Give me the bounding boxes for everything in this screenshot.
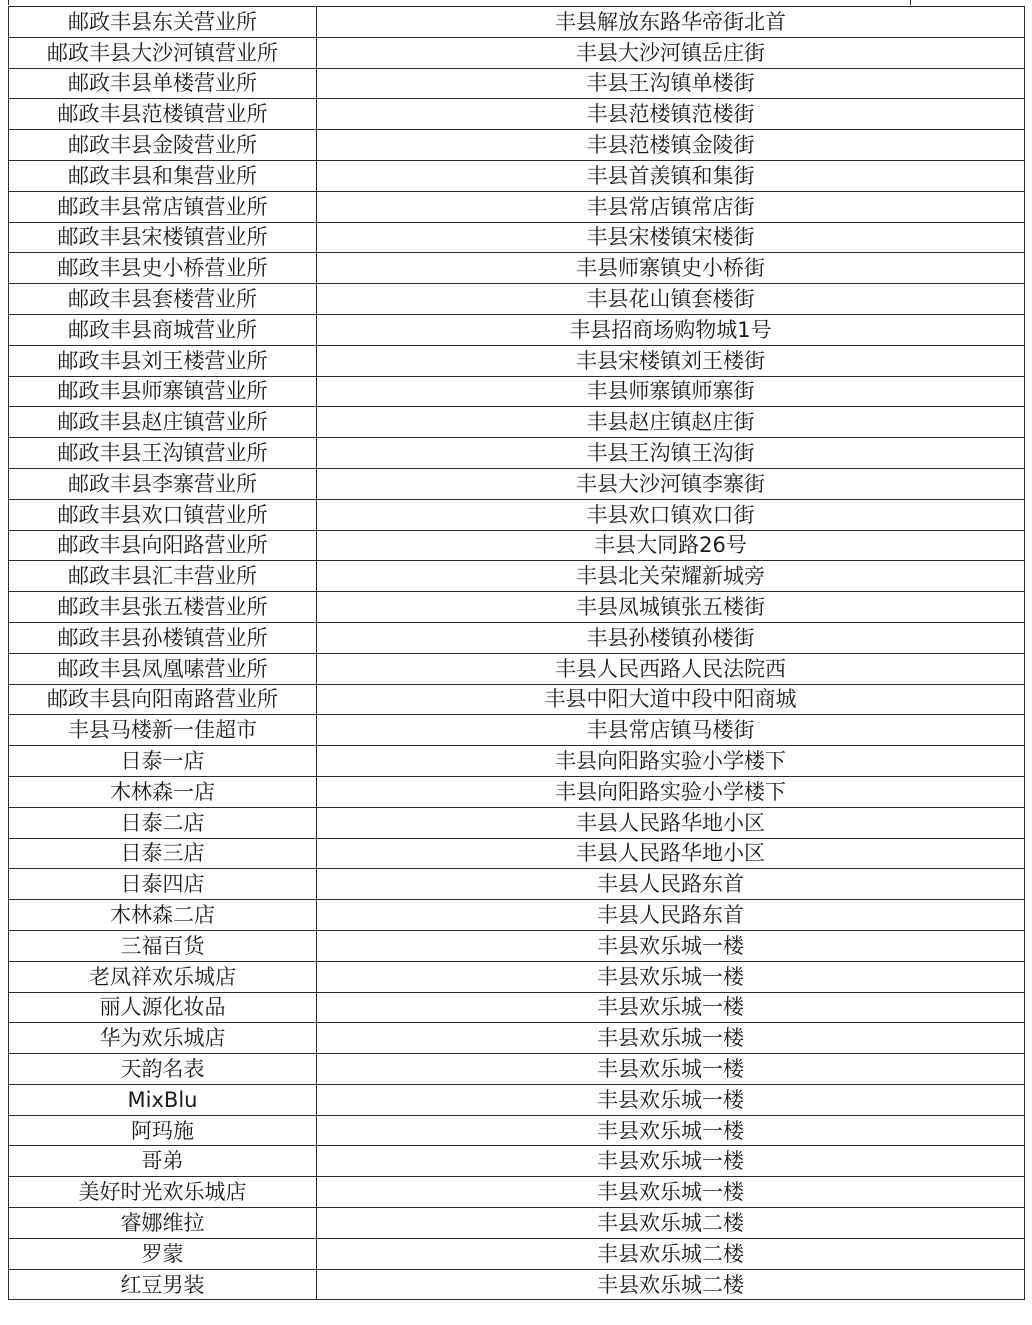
store-name-cell: 日泰四店 <box>9 869 317 900</box>
store-name-cell: 罗蒙 <box>9 1238 317 1269</box>
store-address-cell: 丰县欢乐城一楼 <box>317 930 1025 961</box>
store-name-cell: 邮政丰县汇丰营业所 <box>9 561 317 592</box>
store-name-cell: 邮政丰县张五楼营业所 <box>9 592 317 623</box>
store-address-cell: 丰县大同路26号 <box>317 530 1025 561</box>
table-row <box>9 838 1025 869</box>
store-name-cell: 阿玛施 <box>9 1115 317 1146</box>
store-name-cell: 老凤祥欢乐城店 <box>9 961 317 992</box>
store-name-cell: 天韵名表 <box>9 1054 317 1085</box>
store-address-cell: 丰县王沟镇单楼街 <box>317 68 1025 99</box>
store-address-cell: 丰县北关荣耀新城旁 <box>317 561 1025 592</box>
store-address-cell: 丰县欢乐城一楼 <box>317 992 1025 1023</box>
table-row <box>9 130 1025 161</box>
store-name-cell: 邮政丰县单楼营业所 <box>9 68 317 99</box>
store-name-cell: 邮政丰县史小桥营业所 <box>9 253 317 284</box>
store-address-cell: 丰县向阳路实验小学楼下 <box>317 746 1025 777</box>
store-name-cell: 邮政丰县向阳路营业所 <box>9 530 317 561</box>
table-row <box>9 37 1025 68</box>
store-address-cell: 丰县欢乐城一楼 <box>317 1084 1025 1115</box>
store-name-cell: 红豆男装 <box>9 1269 317 1300</box>
store-address-cell: 丰县解放东路华帝街北首 <box>317 7 1025 38</box>
store-name-cell: 邮政丰县孙楼镇营业所 <box>9 622 317 653</box>
store-address-cell: 丰县欢乐城一楼 <box>317 1177 1025 1208</box>
store-address-cell: 丰县欢口镇欢口街 <box>317 499 1025 530</box>
table-row <box>9 7 1025 38</box>
store-name-cell: 邮政丰县凤凰嗉营业所 <box>9 653 317 684</box>
store-address-cell: 丰县欢乐城二楼 <box>317 1269 1025 1300</box>
table-row <box>9 1023 1025 1054</box>
store-name-cell: 邮政丰县宋楼镇营业所 <box>9 222 317 253</box>
store-name-cell: 邮政丰县常店镇营业所 <box>9 191 317 222</box>
table-row <box>9 1054 1025 1085</box>
store-name-cell: 邮政丰县商城营业所 <box>9 314 317 345</box>
store-address-cell: 丰县欢乐城一楼 <box>317 1023 1025 1054</box>
table-row <box>9 930 1025 961</box>
table-row <box>9 653 1025 684</box>
store-address-cell: 丰县人民路东首 <box>317 900 1025 931</box>
table-row <box>9 1115 1025 1146</box>
store-name-cell: 日泰一店 <box>9 746 317 777</box>
store-name-cell: 日泰二店 <box>9 807 317 838</box>
store-name-cell: 邮政丰县金陵营业所 <box>9 130 317 161</box>
table-row <box>9 961 1025 992</box>
store-name-cell: 邮政丰县李寨营业所 <box>9 468 317 499</box>
store-address-cell: 丰县欢乐城二楼 <box>317 1238 1025 1269</box>
table-row <box>9 499 1025 530</box>
store-name-cell: 华为欢乐城店 <box>9 1023 317 1054</box>
store-address-cell: 丰县常店镇马楼街 <box>317 715 1025 746</box>
table-row <box>9 345 1025 376</box>
store-name-cell: 三福百货 <box>9 930 317 961</box>
store-name-cell: 邮政丰县刘王楼营业所 <box>9 345 317 376</box>
store-address-cell: 丰县中阳大道中段中阳商城 <box>317 684 1025 715</box>
store-name-cell: 邮政丰县欢口镇营业所 <box>9 499 317 530</box>
table-row <box>9 407 1025 438</box>
store-address-cell: 丰县师寨镇师寨街 <box>317 376 1025 407</box>
table-row <box>9 1238 1025 1269</box>
store-address-cell: 丰县招商场购物城1号 <box>317 314 1025 345</box>
store-address-cell: 丰县欢乐城一楼 <box>317 961 1025 992</box>
store-name-cell: MixBlu <box>9 1084 317 1115</box>
store-name-cell: 邮政丰县和集营业所 <box>9 160 317 191</box>
table-row <box>9 68 1025 99</box>
store-address-cell: 丰县人民路华地小区 <box>317 807 1025 838</box>
table-row <box>9 715 1025 746</box>
table-row <box>9 438 1025 469</box>
store-name-cell: 木林森二店 <box>9 900 317 931</box>
store-address-table-body <box>9 7 1025 1300</box>
table-top-right-stub <box>910 0 911 5</box>
store-address-table <box>8 6 1025 1300</box>
store-address-cell: 丰县凤城镇张五楼街 <box>317 592 1025 623</box>
store-name-cell: 丰县马楼新一佳超市 <box>9 715 317 746</box>
store-name-cell: 邮政丰县师寨镇营业所 <box>9 376 317 407</box>
store-name-cell: 睿娜维拉 <box>9 1208 317 1239</box>
table-row <box>9 222 1025 253</box>
table-row <box>9 1269 1025 1300</box>
store-name-cell: 日泰三店 <box>9 838 317 869</box>
table-row <box>9 284 1025 315</box>
table-row <box>9 592 1025 623</box>
store-address-cell: 丰县赵庄镇赵庄街 <box>317 407 1025 438</box>
table-row <box>9 99 1025 130</box>
store-name-cell: 木林森一店 <box>9 776 317 807</box>
table-row <box>9 253 1025 284</box>
store-address-cell: 丰县孙楼镇孙楼街 <box>317 622 1025 653</box>
store-name-cell: 丽人源化妆品 <box>9 992 317 1023</box>
store-address-cell: 丰县首羡镇和集街 <box>317 160 1025 191</box>
table-row <box>9 776 1025 807</box>
store-name-cell: 邮政丰县大沙河镇营业所 <box>9 37 317 68</box>
table-row <box>9 1208 1025 1239</box>
store-name-cell: 美好时光欢乐城店 <box>9 1177 317 1208</box>
table-row <box>9 992 1025 1023</box>
store-address-cell: 丰县向阳路实验小学楼下 <box>317 776 1025 807</box>
table-row <box>9 869 1025 900</box>
store-name-cell: 哥弟 <box>9 1146 317 1177</box>
store-address-cell: 丰县花山镇套楼街 <box>317 284 1025 315</box>
store-address-cell: 丰县宋楼镇刘王楼街 <box>317 345 1025 376</box>
table-row <box>9 1146 1025 1177</box>
table-top-edge <box>8 0 1024 5</box>
store-name-cell: 邮政丰县东关营业所 <box>9 7 317 38</box>
table-row <box>9 561 1025 592</box>
table-row <box>9 376 1025 407</box>
store-address-cell: 丰县范楼镇金陵街 <box>317 130 1025 161</box>
store-address-cell: 丰县大沙河镇李寨街 <box>317 468 1025 499</box>
store-address-cell: 丰县王沟镇王沟街 <box>317 438 1025 469</box>
store-address-cell: 丰县人民路东首 <box>317 869 1025 900</box>
table-row <box>9 191 1025 222</box>
store-address-cell: 丰县人民路华地小区 <box>317 838 1025 869</box>
store-address-sheet <box>8 0 1024 1300</box>
table-row <box>9 622 1025 653</box>
store-name-cell: 邮政丰县套楼营业所 <box>9 284 317 315</box>
store-name-cell: 邮政丰县王沟镇营业所 <box>9 438 317 469</box>
table-row <box>9 530 1025 561</box>
table-row <box>9 314 1025 345</box>
store-address-cell: 丰县欢乐城二楼 <box>317 1208 1025 1239</box>
table-row <box>9 1177 1025 1208</box>
table-row <box>9 684 1025 715</box>
store-address-cell: 丰县宋楼镇宋楼街 <box>317 222 1025 253</box>
store-address-cell: 丰县人民西路人民法院西 <box>317 653 1025 684</box>
store-name-cell: 邮政丰县赵庄镇营业所 <box>9 407 317 438</box>
table-row <box>9 807 1025 838</box>
table-row <box>9 468 1025 499</box>
table-row <box>9 1084 1025 1115</box>
store-name-cell: 邮政丰县向阳南路营业所 <box>9 684 317 715</box>
table-row <box>9 160 1025 191</box>
store-name-cell: 邮政丰县范楼镇营业所 <box>9 99 317 130</box>
table-row <box>9 900 1025 931</box>
store-address-cell: 丰县欢乐城一楼 <box>317 1146 1025 1177</box>
store-address-cell: 丰县常店镇常店街 <box>317 191 1025 222</box>
store-address-cell: 丰县欢乐城一楼 <box>317 1115 1025 1146</box>
store-address-cell: 丰县欢乐城一楼 <box>317 1054 1025 1085</box>
store-address-cell: 丰县师寨镇史小桥街 <box>317 253 1025 284</box>
table-top-left-stub <box>8 0 9 5</box>
table-row <box>9 746 1025 777</box>
store-address-cell: 丰县大沙河镇岳庄街 <box>317 37 1025 68</box>
store-address-cell: 丰县范楼镇范楼街 <box>317 99 1025 130</box>
